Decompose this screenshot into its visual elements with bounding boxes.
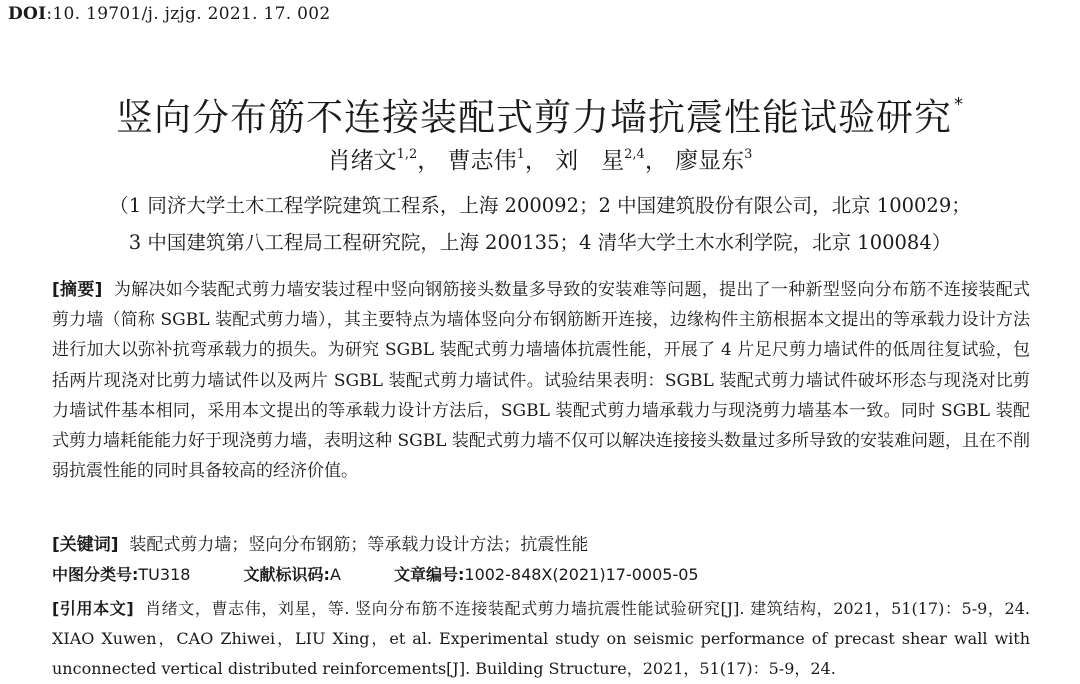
author-affiliation: 1,2 bbox=[396, 147, 418, 162]
citation bbox=[52, 594, 1030, 684]
citation-text: 肖绪文，曹志伟，刘星，等. 竖向分布筋不连接装配式剪力墙抗震性能试验研究[J]. 建筑结构，2021，51(17)：5-9，24. XIAO Xuwen，CAO Zhiwei，LIU Xing，et al. Experimental study on seismic performance of precast shear wall with unconnected vertical distributed reinforcements[J]. Building Structure，2021，51(17)：5-9，24. bbox=[52, 599, 1030, 678]
doi-label: DOI bbox=[8, 4, 47, 24]
document-code bbox=[244, 565, 341, 584]
author-affiliation: 2,4 bbox=[624, 147, 645, 162]
affiliation-line-2: 3 中国建筑第八工程局工程研究院，上海 200135；4 清华大学土木水利学院，北京 100084） bbox=[128, 231, 952, 254]
author-affiliation: 3 bbox=[744, 147, 753, 162]
abstract-label: [摘要] bbox=[52, 280, 103, 300]
author-separator: ， bbox=[644, 148, 668, 174]
clc-label: 中图分类号: bbox=[52, 565, 139, 584]
paper-title-text: 竖向分布筋不连接装配式剪力墙抗震性能试验研究 bbox=[116, 95, 952, 139]
author-name: 廖显东 bbox=[675, 148, 745, 174]
clc-number bbox=[52, 565, 190, 584]
affiliation-line-1: （1 同济大学土木工程学院建筑工程系，上海 200092；2 中国建筑股份有限公司，北京 100029； bbox=[109, 194, 971, 217]
art-label: 文章编号: bbox=[393, 565, 465, 584]
author-name: 肖绪文 bbox=[327, 148, 397, 174]
abstract-text: 为解决如今装配式剪力墙安装过程中竖向钢筋接头数量多导致的安装难等问题，提出了一种新型竖向分布筋不连接装配式剪力墙（简称 SGBL 装配式剪力墙），其主要特点为墙体竖向分布钢筋断开连接，边缘构件主筋根据本文提出的等承载力设计方法进行加大以弥补抗弯承载力的损失。为研究 SGBL 装配式剪力墙墙体抗震性能，开展了 4 片足尺剪力墙试件的低周往复试验，包括两片现浇对比剪力墙试件以及两片 SGBL 装配式剪力墙试件。试验结果表明：SGBL 装配式剪力墙试件破坏形态与现浇对比剪力墙试件基本相同，采用本文提出的等承载力设计方法后，SGBL 装配式剪力墙承载力与现浇剪力墙基本一致。同时 SGBL 装配式剪力墙耗能能力好于现浇剪力墙，表明这种 SGBL 装配式剪力墙不仅可以解决连接接头数量过多所导致的安装难问题，且在不削弱抗震性能的同时具备较高的经济价值。 bbox=[52, 280, 1031, 482]
paper-title bbox=[0, 87, 1080, 141]
abstract bbox=[52, 275, 1030, 486]
clc-value: TU318 bbox=[138, 565, 191, 584]
title-footnote-mark: * bbox=[954, 93, 964, 115]
author-name: 曹志伟 bbox=[447, 148, 517, 174]
doc-value: A bbox=[329, 565, 341, 584]
keywords-text: 装配式剪力墙；竖向分布钢筋；等承载力设计方法；抗震性能 bbox=[129, 535, 589, 555]
author-list bbox=[0, 142, 1080, 175]
doc-label: 文献标识码: bbox=[243, 565, 330, 584]
doi-value: :10. 19701/j. jzjg. 2021. 17. 002 bbox=[46, 4, 331, 24]
author-name: 刘 星 bbox=[555, 148, 625, 174]
keywords bbox=[52, 530, 588, 555]
citation-label: [引用本文] bbox=[52, 599, 134, 618]
doi-line bbox=[8, 4, 331, 24]
author-affiliation: 1 bbox=[516, 147, 525, 162]
keywords-label: [关键词] bbox=[52, 535, 119, 555]
author-separator: ， bbox=[524, 148, 548, 174]
classification-line bbox=[52, 562, 747, 585]
article-number bbox=[394, 565, 699, 584]
author-separator: ， bbox=[417, 148, 441, 174]
art-value: 1002-848X(2021)17-0005-05 bbox=[464, 565, 699, 584]
